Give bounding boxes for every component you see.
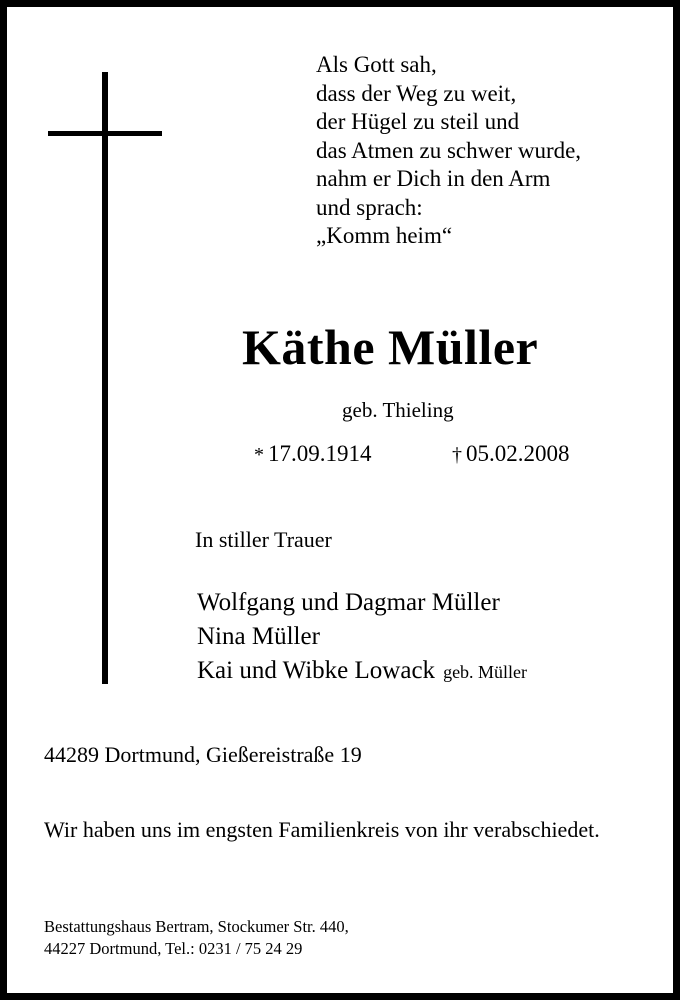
poem-line: das Atmen zu schwer wurde, [316,137,582,163]
mourning-line: In stiller Trauer [195,527,332,552]
poem-line: Als Gott sah, [316,52,437,77]
death-date: 05.02.2008 [466,441,570,466]
cross-icon-horizontal-beam [48,131,162,136]
family-member-name: Wolfgang und Dagmar Müller [197,589,500,616]
death-cross-icon: † [452,444,462,466]
birth-star-icon: * [254,444,264,466]
family-member-name: Kai und Wibke Lowack [197,657,436,684]
poem-line: und sprach: [316,194,423,220]
birth-date: 17.09.1914 [268,441,372,466]
maiden-name: geb. Thieling [342,398,454,422]
birth-date-line [254,441,372,467]
family-list [197,586,527,689]
poem-line: der Hügel zu steil und [316,109,520,134]
family-member-note: geb. Müller [443,662,528,682]
undertaker-info [44,916,349,960]
family-member [197,586,527,620]
family-member-name: Nina Müller [197,623,320,650]
family-member [197,654,527,689]
undertaker-line: Bestattungshaus Bertram, Stockumer Str. 440, [44,917,349,936]
family-member [197,620,527,654]
poem-line: nahm er Dich in den Arm [316,166,551,191]
poem-line: „Komm heim“ [316,223,453,248]
undertaker-line: 44227 Dortmund, Tel.: 0231 / 75 24 29 [44,939,303,958]
poem [316,51,581,251]
deceased-name: Käthe Müller [242,319,539,375]
cross-icon-vertical-beam [102,72,108,684]
farewell-note: Wir haben uns im engsten Familienkreis von ihr verabschiedet. [44,817,600,842]
poem-line: dass der Weg zu weit, [316,80,517,106]
family-address: 44289 Dortmund, Gießereistraße 19 [44,742,362,767]
death-date-line [452,441,570,467]
